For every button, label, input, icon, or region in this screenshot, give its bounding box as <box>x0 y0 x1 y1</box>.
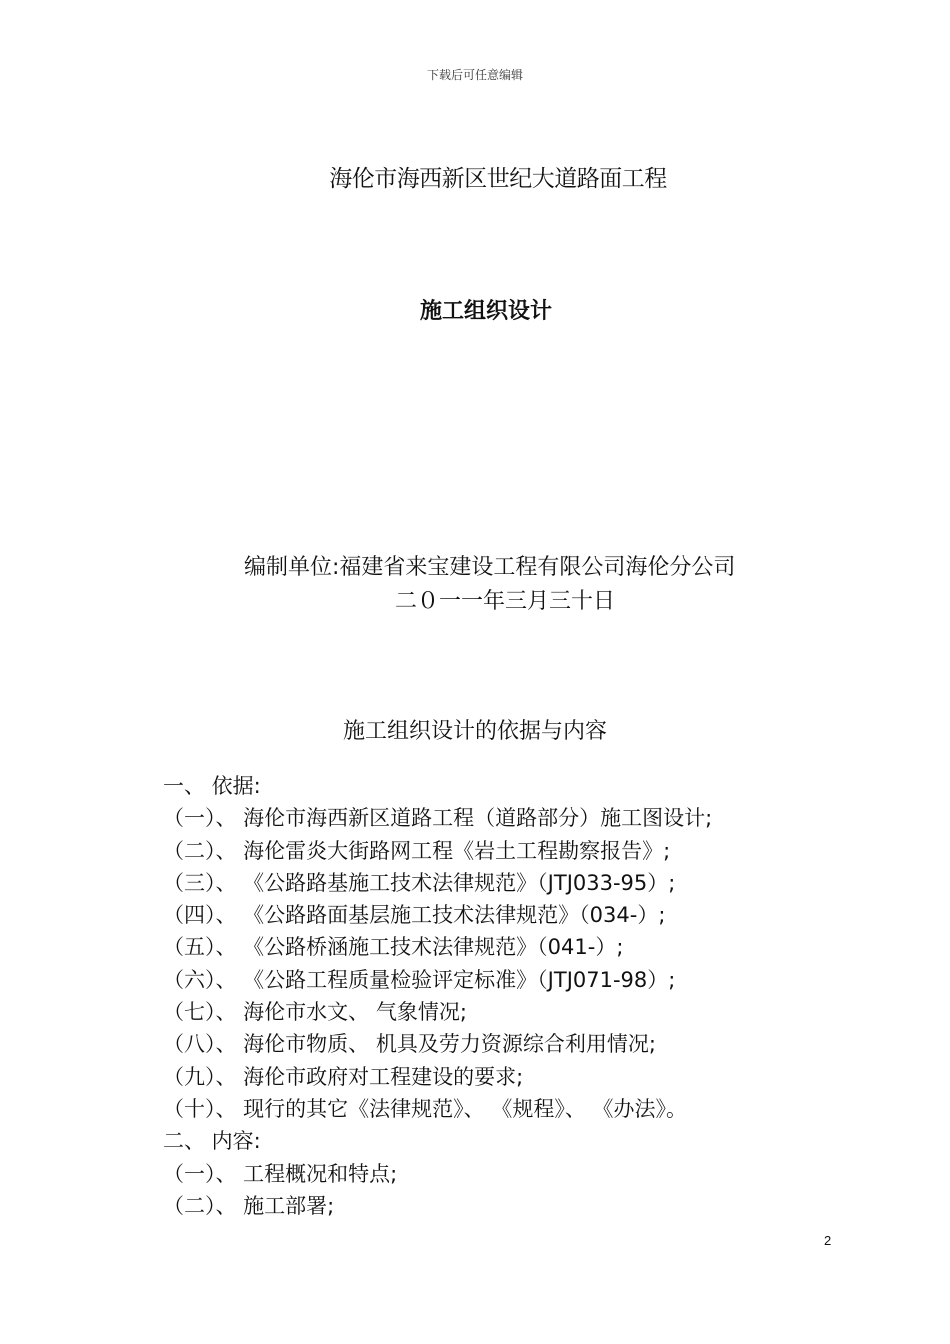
page-number: 2 <box>824 1233 832 1248</box>
list-item: （三）、 《公路路基施工技术法律规范》（JTJ033-95）; <box>163 870 676 895</box>
compiling-unit: 编制单位:福建省来宝建设工程有限公司海伦分公司 <box>244 555 736 580</box>
list-item: （六）、 《公路工程质量检验评定标准》（JTJ071-98）; <box>163 967 676 992</box>
list-item: （八）、 海伦市物质、 机具及劳力资源综合利用情况; <box>163 1032 656 1057</box>
list-item: （七）、 海伦市水文、 气象情况; <box>163 1000 467 1025</box>
list-item: （九）、 海伦市政府对工程建设的要求; <box>163 1064 524 1089</box>
list-item: （五）、 《公路桥涵施工技术法律规范》（041-）; <box>163 935 624 960</box>
list-item: （一）、 工程概况和特点; <box>163 1161 398 1186</box>
list-item: （四）、 《公路路面基层施工技术法律规范》（034-）; <box>163 903 666 928</box>
section-title: 施工组织设计的依据与内容 <box>342 719 607 744</box>
list-item: 一、 依据: <box>163 774 261 798</box>
header-note: 下载后可任意编辑 <box>426 68 523 82</box>
basis-and-content-list <box>163 770 712 1222</box>
document-date: 二０一一年三月三十日 <box>394 589 615 614</box>
list-item: 二、 内容: <box>163 1129 261 1154</box>
list-item: （二）、 海伦雷炎大街路网工程《岩土工程勘察报告》; <box>163 838 671 863</box>
project-title: 海伦市海西新区世纪大道路面工程 <box>329 166 667 192</box>
list-item: （十）、 现行的其它《法律规范》、 《规程》、 《办法》。 <box>163 1096 688 1121</box>
list-item: （二）、 施工部署; <box>163 1193 335 1218</box>
list-item: （一）、 海伦市海西新区道路工程（道路部分）施工图设计; <box>163 806 713 831</box>
document-title: 施工组织设计 <box>419 299 552 324</box>
